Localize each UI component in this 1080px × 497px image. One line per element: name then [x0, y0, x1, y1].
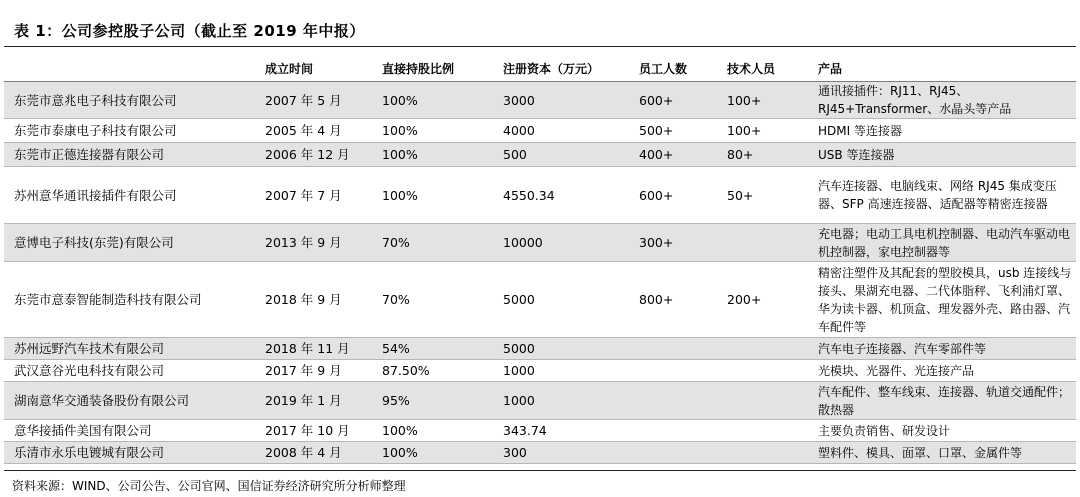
header-tech-staff: 技术人员	[721, 55, 812, 82]
cell-staff: 300+	[633, 224, 721, 262]
cell-tech-staff	[721, 338, 812, 360]
cell-founded: 2013 年 9 月	[259, 224, 376, 262]
cell-share: 100%	[376, 442, 497, 464]
cell-capital: 1000	[497, 360, 633, 382]
table-row	[4, 360, 1076, 382]
cell-products: 通讯接插件：RJ11、RJ45、RJ45+Transformer、水晶头等产品	[812, 82, 1076, 119]
table-row	[4, 82, 1076, 119]
cell-share: 70%	[376, 224, 497, 262]
cell-tech-staff	[721, 360, 812, 382]
source-note: 资料来源：WIND、公司公告、公司官网、国信证券经济研究所分析师整理	[12, 479, 406, 493]
cell-staff: 500+	[633, 119, 721, 143]
subsidiary-table	[4, 55, 1076, 464]
cell-share: 87.50%	[376, 360, 497, 382]
table-row	[4, 262, 1076, 338]
cell-share: 100%	[376, 82, 497, 119]
cell-company: 苏州远野汽车技术有限公司	[4, 338, 259, 360]
cell-products: 汽车连接器、电脑线束、网络 RJ45 集成变压器、SFP 高速连接器、适配器等精密连接器	[812, 167, 1076, 224]
cell-products: USB 等连接器	[812, 143, 1076, 167]
cell-products: 塑料件、模具、面罩、口罩、金属件等	[812, 442, 1076, 464]
header-capital: 注册资本（万元）	[497, 55, 633, 82]
cell-company: 意华接插件美国有限公司	[4, 420, 259, 442]
header-staff: 员工人数	[633, 55, 721, 82]
cell-founded: 2017 年 9 月	[259, 360, 376, 382]
cell-products: HDMI 等连接器	[812, 119, 1076, 143]
cell-tech-staff	[721, 382, 812, 420]
table-row	[4, 420, 1076, 442]
cell-founded: 2019 年 1 月	[259, 382, 376, 420]
cell-staff: 400+	[633, 143, 721, 167]
cell-founded: 2007 年 7 月	[259, 167, 376, 224]
cell-staff	[633, 442, 721, 464]
cell-capital: 5000	[497, 262, 633, 338]
cell-products: 主要负责销售、研发设计	[812, 420, 1076, 442]
cell-staff: 600+	[633, 82, 721, 119]
table-row	[4, 382, 1076, 420]
cell-capital: 343.74	[497, 420, 633, 442]
cell-tech-staff	[721, 442, 812, 464]
cell-capital: 5000	[497, 338, 633, 360]
cell-founded: 2006 年 12 月	[259, 143, 376, 167]
cell-company: 武汉意谷光电科技有限公司	[4, 360, 259, 382]
cell-share: 54%	[376, 338, 497, 360]
cell-company: 湖南意华交通装备股份有限公司	[4, 382, 259, 420]
table-row	[4, 442, 1076, 464]
cell-staff	[633, 360, 721, 382]
table-header-row	[4, 55, 1076, 82]
cell-staff: 600+	[633, 167, 721, 224]
cell-tech-staff	[721, 420, 812, 442]
table-row	[4, 224, 1076, 262]
cell-founded: 2017 年 10 月	[259, 420, 376, 442]
cell-share: 70%	[376, 262, 497, 338]
cell-staff	[633, 382, 721, 420]
cell-founded: 2008 年 4 月	[259, 442, 376, 464]
cell-products: 汽车电子连接器、汽车零部件等	[812, 338, 1076, 360]
cell-tech-staff: 50+	[721, 167, 812, 224]
cell-tech-staff: 100+	[721, 82, 812, 119]
cell-capital: 10000	[497, 224, 633, 262]
header-founded: 成立时间	[259, 55, 376, 82]
cell-tech-staff	[721, 224, 812, 262]
cell-company: 意博电子科技(东莞)有限公司	[4, 224, 259, 262]
cell-capital: 300	[497, 442, 633, 464]
header-products: 产品	[812, 55, 1076, 82]
table-row	[4, 119, 1076, 143]
cell-founded: 2018 年 9 月	[259, 262, 376, 338]
cell-capital: 4000	[497, 119, 633, 143]
cell-staff	[633, 420, 721, 442]
cell-capital: 1000	[497, 382, 633, 420]
cell-company: 苏州意华通讯接插件有限公司	[4, 167, 259, 224]
cell-tech-staff: 200+	[721, 262, 812, 338]
cell-company: 东莞市意兆电子科技有限公司	[4, 82, 259, 119]
cell-share: 100%	[376, 119, 497, 143]
cell-share: 100%	[376, 143, 497, 167]
cell-staff	[633, 338, 721, 360]
cell-products: 汽车配件、整车线束、连接器、轨道交通配件；散热器	[812, 382, 1076, 420]
cell-company: 乐清市永乐电镀城有限公司	[4, 442, 259, 464]
cell-company: 东莞市泰康电子科技有限公司	[4, 119, 259, 143]
cell-capital: 4550.34	[497, 167, 633, 224]
cell-share: 100%	[376, 167, 497, 224]
title-divider	[4, 46, 1076, 47]
cell-founded: 2007 年 5 月	[259, 82, 376, 119]
cell-share: 95%	[376, 382, 497, 420]
cell-capital: 3000	[497, 82, 633, 119]
table-title: 表 1：公司参控股子公司（截止至 2019 年中报）	[14, 22, 365, 40]
table-row	[4, 167, 1076, 224]
cell-founded: 2005 年 4 月	[259, 119, 376, 143]
cell-company: 东莞市意泰智能制造科技有限公司	[4, 262, 259, 338]
cell-products: 精密注塑件及其配套的塑胶模具，usb 连接线与接头、果湖充电器、二代体脂秤、飞利浦灯罩、华为读卡器、机顶盒、理发器外壳、路由器、汽车配件等	[812, 262, 1076, 338]
table-row	[4, 338, 1076, 360]
cell-tech-staff: 100+	[721, 119, 812, 143]
cell-tech-staff: 80+	[721, 143, 812, 167]
cell-products: 光模块、光器件、光连接产品	[812, 360, 1076, 382]
cell-share: 100%	[376, 420, 497, 442]
cell-capital: 500	[497, 143, 633, 167]
header-share: 直接持股比例	[376, 55, 497, 82]
cell-company: 东莞市正德连接器有限公司	[4, 143, 259, 167]
table-bottom-divider	[4, 470, 1076, 471]
header-company	[4, 55, 259, 82]
table-row	[4, 143, 1076, 167]
cell-staff: 800+	[633, 262, 721, 338]
cell-founded: 2018 年 11 月	[259, 338, 376, 360]
cell-products: 充电器；电动工具电机控制器、电动汽车驱动电机控制器，家电控制器等	[812, 224, 1076, 262]
